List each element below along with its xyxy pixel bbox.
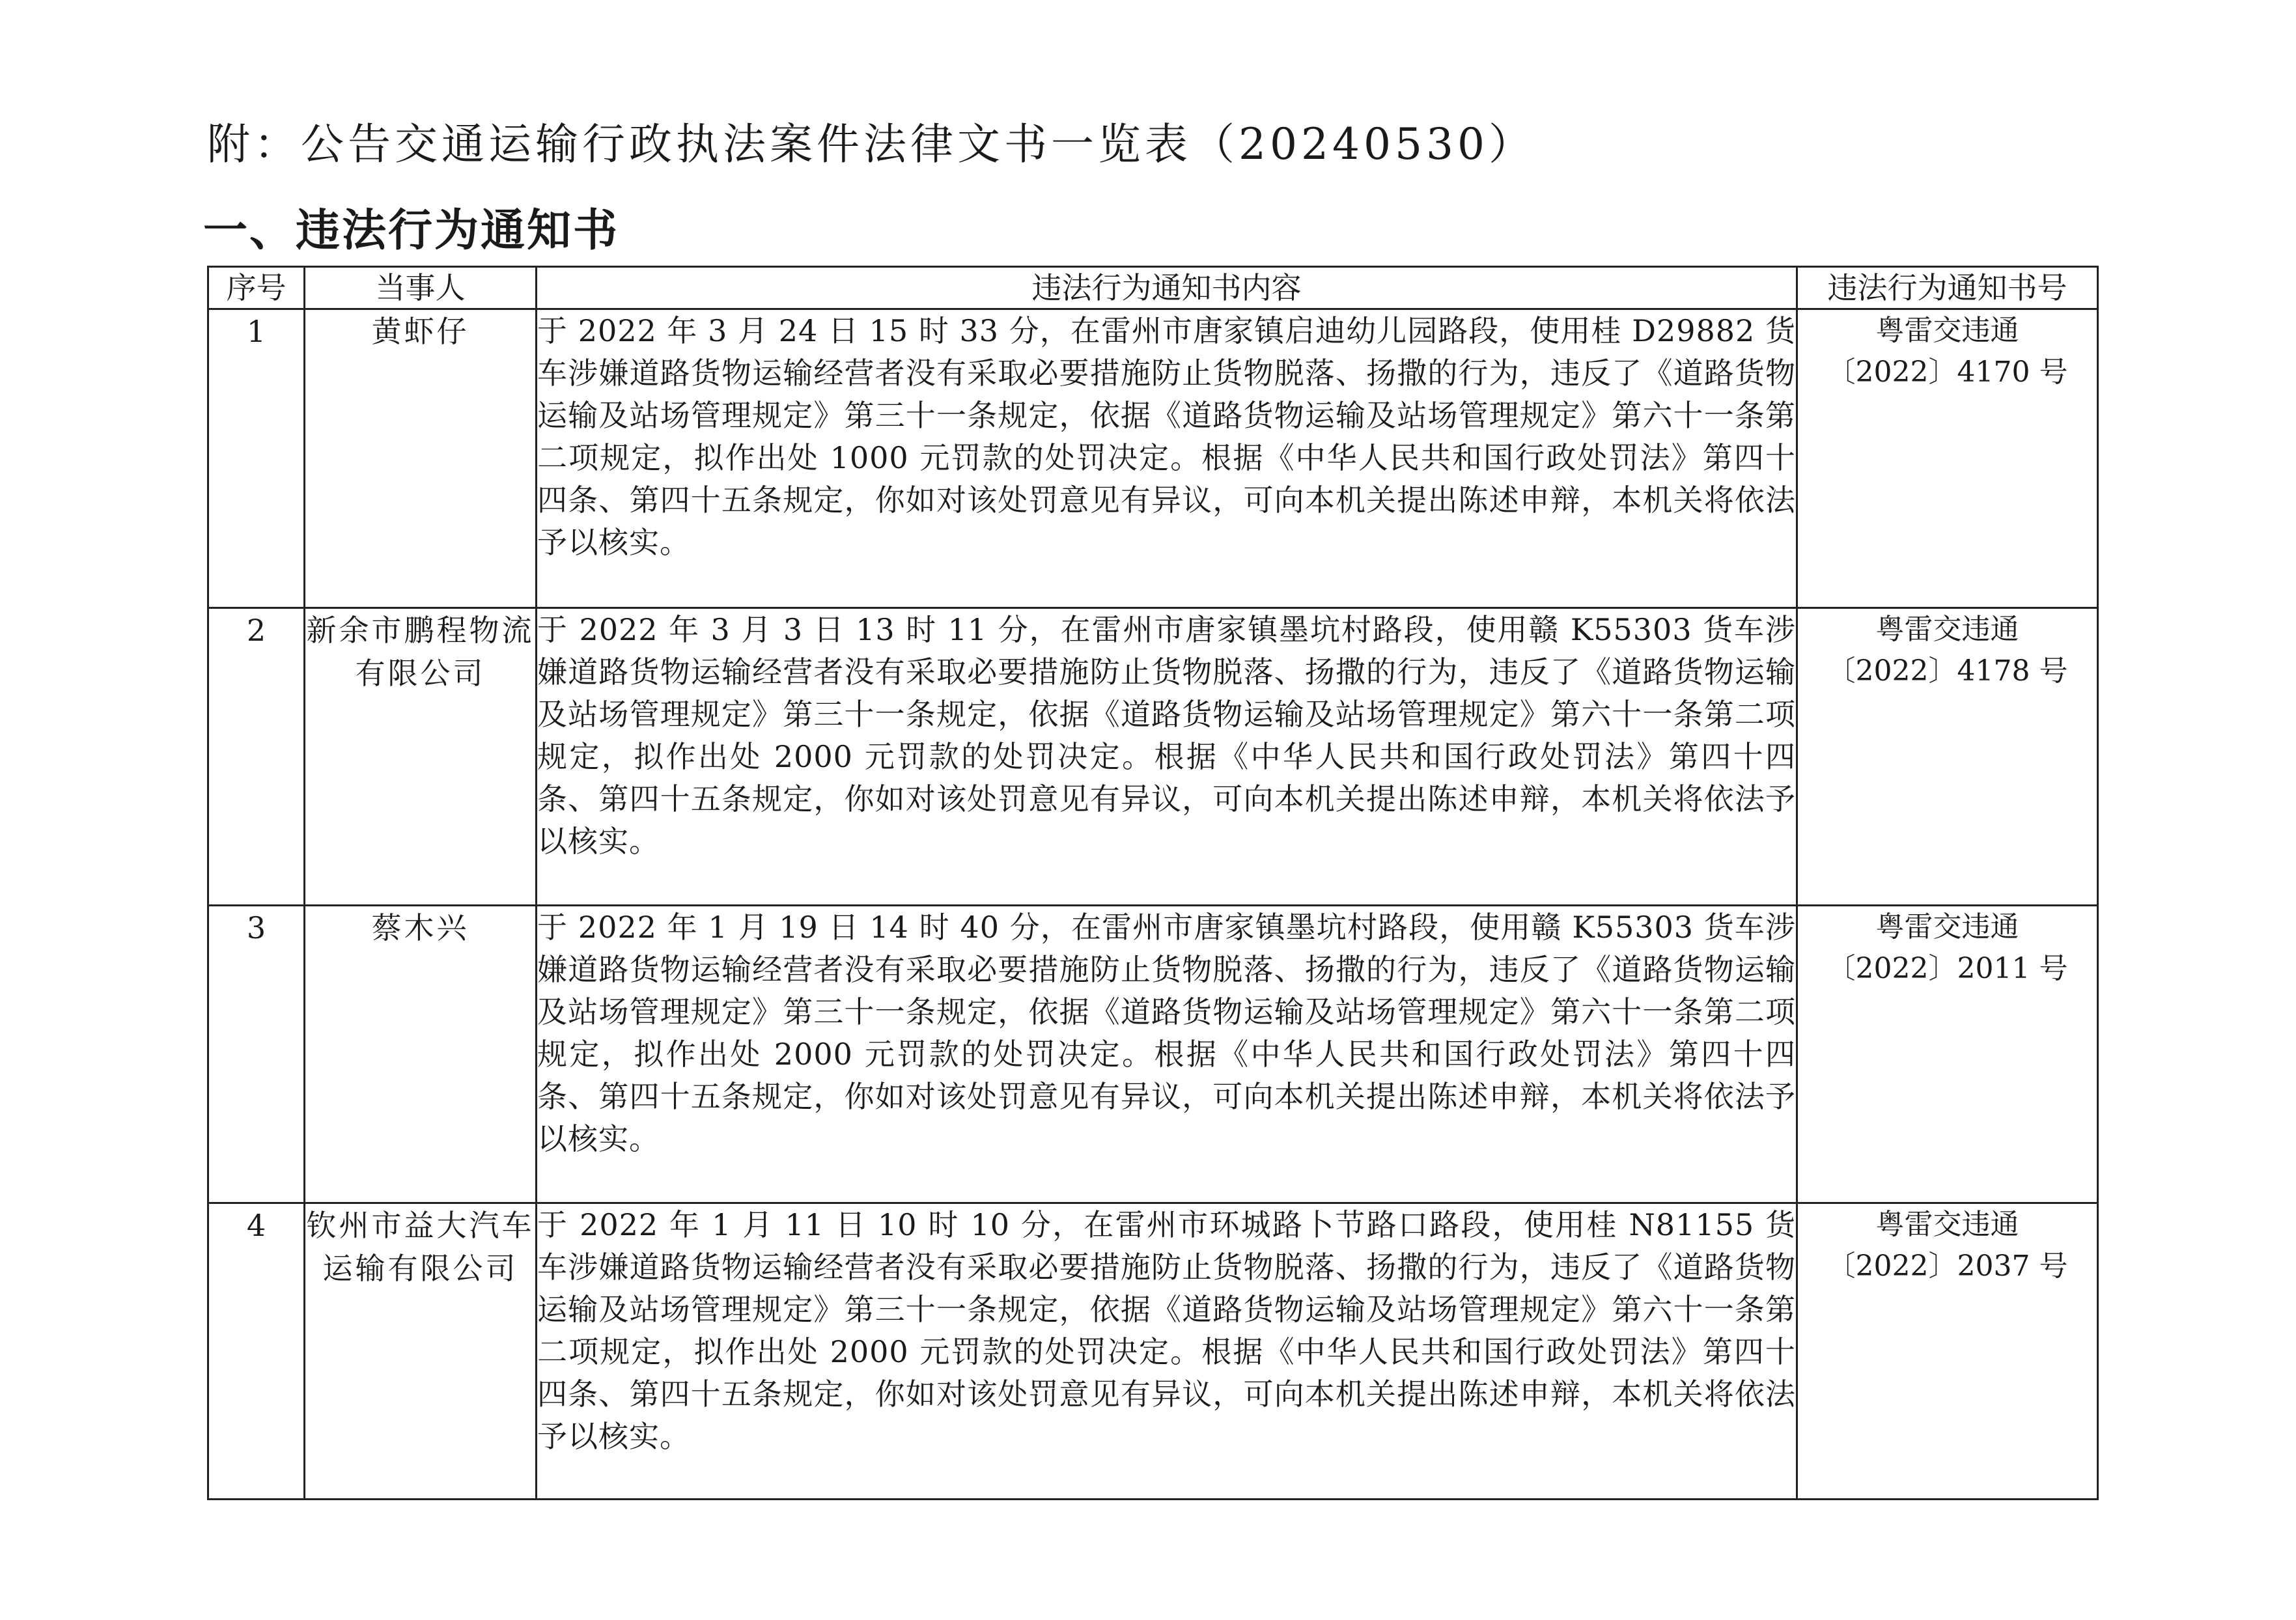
cell-notice-number: 粤雷交违通 〔2022〕2011 号 [1797, 906, 2098, 1203]
cell-content: 于 2022 年 3 月 3 日 13 时 11 分，在雷州市唐家镇墨坑村路段，使用赣 K55303 货车涉嫌道路货物运输经营者没有采取必要措施防止货物脱落、扬撒的行为，违反了《道路货物运输及站场管理规定》第三十一条规定，依据《道路货物运输及站场管理规定》第六十一条第二项规定，拟作出处 2000 元罚款的处罚决定。根据《中华人民共和国行政处罚法》第四十四条、第四十五条规定，你如对该处罚意见有异议，可向本机关提出陈述申辩，本机关将依法予以核实。 [537, 608, 1797, 906]
cell-seq: 3 [208, 906, 305, 1203]
header-content: 违法行为通知书内容 [537, 267, 1797, 309]
cell-content: 于 2022 年 1 月 11 日 10 时 10 分，在雷州市环城路卜节路口路段，使用桂 N81155 货车涉嫌道路货物运输经营者没有采取必要措施防止货物脱落、扬撒的行为，违反了《道路货物运输及站场管理规定》第三十一条规定，依据《道路货物运输及站场管理规定》第六十一条第二项规定，拟作出处 2000 元罚款的处罚决定。根据《中华人民共和国行政处罚法》第四十四条、第四十五条规定，你如对该处罚意见有异议，可向本机关提出陈述申辩，本机关将依法予以核实。 [537, 1203, 1797, 1500]
cell-party: 黄虾仔 [305, 309, 537, 608]
cell-notice-number: 粤雷交违通 〔2022〕4170 号 [1797, 309, 2098, 608]
cell-seq: 2 [208, 608, 305, 906]
cell-party: 蔡木兴 [305, 906, 537, 1203]
table-row [208, 309, 2098, 608]
cell-notice-number: 粤雷交违通 〔2022〕2037 号 [1797, 1203, 2098, 1500]
violation-notice-table [207, 266, 2099, 1500]
cell-content: 于 2022 年 3 月 24 日 15 时 33 分，在雷州市唐家镇启迪幼儿园路段，使用桂 D29882 货车涉嫌道路货物运输经营者没有采取必要措施防止货物脱落、扬撒的行为，违反了《道路货物运输及站场管理规定》第三十一条规定，依据《道路货物运输及站场管理规定》第六十一条第二项规定，拟作出处 1000 元罚款的处罚决定。根据《中华人民共和国行政处罚法》第四十四条、第四十五条规定，你如对该处罚意见有异议，可向本机关提出陈述申辩，本机关将依法予以核实。 [537, 309, 1797, 608]
table-row [208, 608, 2098, 906]
table-header-row [208, 267, 2098, 309]
cell-seq: 1 [208, 309, 305, 608]
header-party: 当事人 [305, 267, 537, 309]
header-seq: 序号 [208, 267, 305, 309]
cell-party: 钦州市益大汽车运输有限公司 [305, 1203, 537, 1500]
document-title: 附：公告交通运输行政执法案件法律文书一览表（20240530） [207, 119, 1535, 169]
cell-notice-number: 粤雷交违通 〔2022〕4178 号 [1797, 608, 2098, 906]
header-notice-number: 违法行为通知书号 [1797, 267, 2098, 309]
cell-seq: 4 [208, 1203, 305, 1500]
cell-content: 于 2022 年 1 月 19 日 14 时 40 分，在雷州市唐家镇墨坑村路段，使用赣 K55303 货车涉嫌道路货物运输经营者没有采取必要措施防止货物脱落、扬撒的行为，违反了《道路货物运输及站场管理规定》第三十一条规定，依据《道路货物运输及站场管理规定》第六十一条第二项规定，拟作出处 2000 元罚款的处罚决定。根据《中华人民共和国行政处罚法》第四十四条、第四十五条规定，你如对该处罚意见有异议，可向本机关提出陈述申辩，本机关将依法予以核实。 [537, 906, 1797, 1203]
section-title: 一、违法行为通知书 [203, 205, 620, 257]
cell-party: 新余市鹏程物流有限公司 [305, 608, 537, 906]
table-row [208, 1203, 2098, 1500]
table-row [208, 906, 2098, 1203]
